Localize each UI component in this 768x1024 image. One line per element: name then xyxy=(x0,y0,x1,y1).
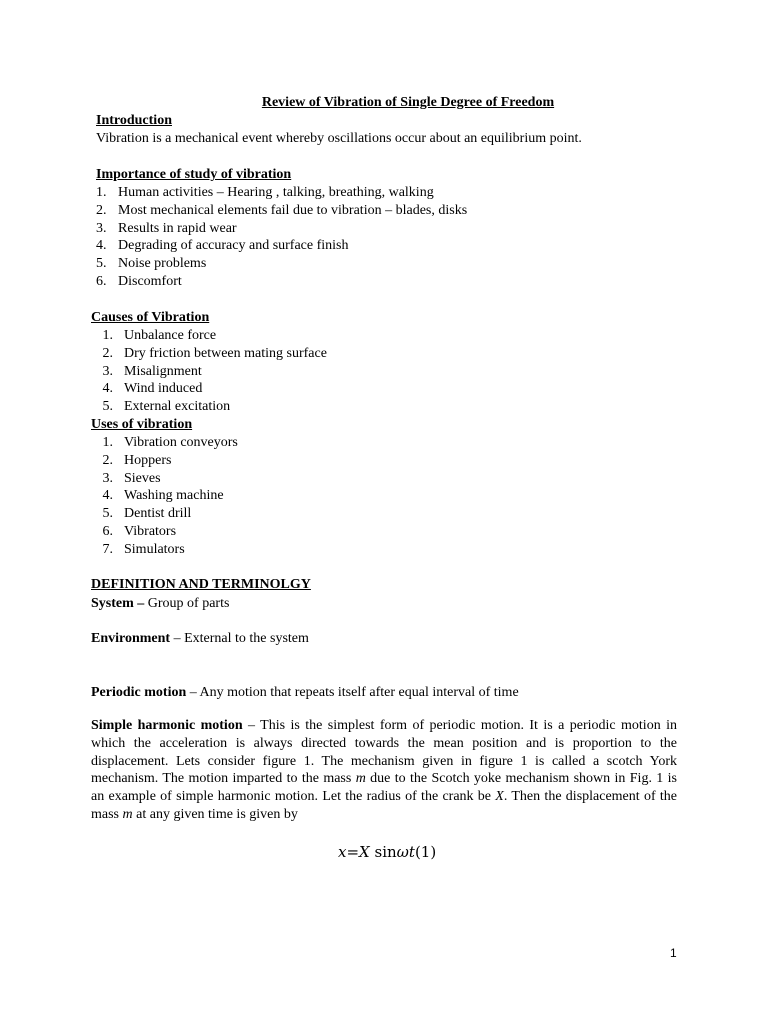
list-number: 3. xyxy=(96,220,107,236)
list-number: 5. xyxy=(96,256,107,272)
list-number: 4. xyxy=(96,238,107,254)
list-item-text: Simulators xyxy=(124,541,185,557)
causes-heading: Causes of Vibration xyxy=(91,310,210,325)
equation-omega: ω xyxy=(396,843,409,861)
list-item-text: Results in rapid wear xyxy=(118,220,237,236)
environment-term: Environment xyxy=(91,631,171,646)
introduction-text: Vibration is a mechanical event whereby oscillations occur about an equilibrium point. xyxy=(96,131,582,146)
equation-lhs: x xyxy=(338,843,347,861)
equation-t: t xyxy=(408,843,415,861)
list-item-text: External excitation xyxy=(124,399,231,415)
list-number: 4. xyxy=(102,381,113,397)
shm-term: Simple harmonic motion xyxy=(91,718,243,733)
list-item-text: Vibrators xyxy=(124,523,177,539)
list-item-text: Noise problems xyxy=(118,256,207,272)
list-item-text: Sieves xyxy=(124,470,161,486)
system-definition xyxy=(91,595,229,613)
list-item-text: Degrading of accuracy and surface finish xyxy=(118,238,349,254)
system-text: Group of parts xyxy=(144,596,230,611)
importance-heading: Importance of study of vibration xyxy=(96,167,292,182)
list-number: 2. xyxy=(96,202,107,218)
periodic-definition xyxy=(91,684,519,702)
list-number: 6. xyxy=(96,273,107,289)
list-item-text: Vibration conveyors xyxy=(124,435,238,450)
equation-equals: = xyxy=(346,843,360,861)
system-term: System – xyxy=(91,596,145,611)
list-item-text: Wind induced xyxy=(124,381,203,397)
list-item-text: Discomfort xyxy=(118,273,182,289)
list-number: 3. xyxy=(102,363,113,379)
displacement-equation xyxy=(338,843,436,861)
list-number: 2. xyxy=(102,345,113,361)
list-item-text: Human activities – Hearing , talking, breathing, walking xyxy=(118,185,434,200)
page-number: 1 xyxy=(670,946,677,960)
list-number: 1. xyxy=(102,435,113,450)
list-number: 5. xyxy=(102,506,113,522)
uses-heading: Uses of vibration xyxy=(91,417,193,432)
environment-text: – External to the system xyxy=(170,631,309,646)
shm-paragraph xyxy=(91,717,677,824)
shm-text-3: . Then the displacement of the mass xyxy=(91,789,677,822)
list-item-text: Washing machine xyxy=(124,488,224,504)
mass-symbol-2: m xyxy=(122,806,133,822)
document-title: Review of Vibration of Single Degree of Freedom xyxy=(261,95,555,110)
equation-amplitude: X xyxy=(359,843,370,861)
list-number: 5. xyxy=(102,399,113,415)
radius-symbol: X xyxy=(495,789,504,805)
list-item-text: Misalignment xyxy=(124,363,202,379)
list-number: 2. xyxy=(102,452,113,468)
list-item-text: Dry friction between mating surface xyxy=(124,345,327,361)
list-number: 1. xyxy=(96,185,107,200)
list-number: 3. xyxy=(102,470,113,486)
list-item-text: Unbalance force xyxy=(124,328,217,343)
list-number: 6. xyxy=(102,523,113,539)
list-number: 4. xyxy=(102,488,113,504)
mass-symbol: m xyxy=(355,771,366,787)
definitions-heading: DEFINITION AND TERMINOLGY xyxy=(91,577,311,592)
introduction-heading: Introduction xyxy=(96,113,172,128)
environment-definition xyxy=(91,630,309,648)
shm-text-2: due to the Scotch yoke mechanism shown in Fig. 1 is an example of simple harmonic motion. Let the radius of the crank be xyxy=(91,771,677,805)
list-number: 1. xyxy=(102,328,113,343)
list-item-text: Hoppers xyxy=(124,452,172,468)
list-item-text: Most mechanical elements fail due to vibration – blades, disks xyxy=(118,202,468,218)
list-number: 7. xyxy=(102,541,113,557)
equation-label: (1) xyxy=(414,843,437,861)
equation-sin: sin xyxy=(369,843,397,861)
list-item-text: Dentist drill xyxy=(124,506,192,522)
periodic-term: Periodic motion xyxy=(91,685,187,700)
shm-text-4: at any given time is given by xyxy=(132,806,298,822)
periodic-text: – Any motion that repeats itself after equal interval of time xyxy=(186,685,519,700)
shm-text-1: – This is the simplest form of periodic motion. It is a periodic motion in which the acceleration is always directed towards the mean position and is proportion to the displacement. Lets consider figure 1. The mechanism given in figure 1 is called a scotch York mechanism. The motion imparted to the mass xyxy=(91,718,677,787)
